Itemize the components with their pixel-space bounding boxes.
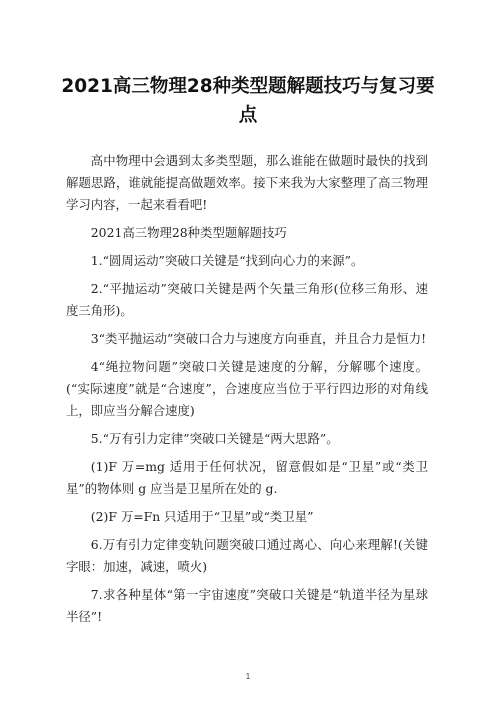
paragraph-item-5: 5.“万有引力定律”突破口关键是“两大思路”。 xyxy=(90,431,339,446)
paragraph-section-heading: 2021高三物理28种类型题解题技巧 xyxy=(90,225,287,240)
document-body xyxy=(66,150,428,634)
paragraph-item-7: 7.求各种星体“第一宇宙速度”突破口关键是“轨道半径为星球半径”! xyxy=(66,587,428,624)
paragraph-item-2: 2.“平抛运动”突破口关键是两个矢量三角形(位移三角形、速度三角形)。 xyxy=(66,281,428,318)
document-title: 2021高三物理28种类型题解题技巧与复习要点 xyxy=(61,76,435,126)
paragraph-intro: 高中物理中会遇到太多类型题，那么谁能在做题时最快的找到解题思路，谁就能提高做题效率。接下来我为大家整理了高三物理学习内容，一起来看看吧! xyxy=(66,153,428,212)
paragraph-item-5-2: (2)F 万=Fn 只适用于“卫星”或“类卫星” xyxy=(90,509,314,524)
paragraph-item-5-1: (1)F 万=mg 适用于任何状况，留意假如是“卫星”或“类卫星”的物体则 g 应当是卫星所在处的 g. xyxy=(66,459,428,496)
paragraph-item-4: 4“绳拉物问题”突破口关键是速度的分解，分解哪个速度。(“实际速度”就是“合速度”，合速度应当位于平行四边形的对角线上，即应当分解合速度) xyxy=(66,359,428,418)
page-number: 1 xyxy=(245,672,251,681)
paragraph-item-6: 6.万有引力定律变轨问题突破口通过离心、向心来理解!(关键字眼：加速，减速，喷火) xyxy=(66,537,428,574)
paragraph-item-3: 3“类平抛运动”突破口合力与速度方向垂直，并且合力是恒力! xyxy=(90,331,427,346)
paragraph-item-1: 1.“圆周运动”突破口关键是“找到向心力的来源”。 xyxy=(90,253,364,268)
